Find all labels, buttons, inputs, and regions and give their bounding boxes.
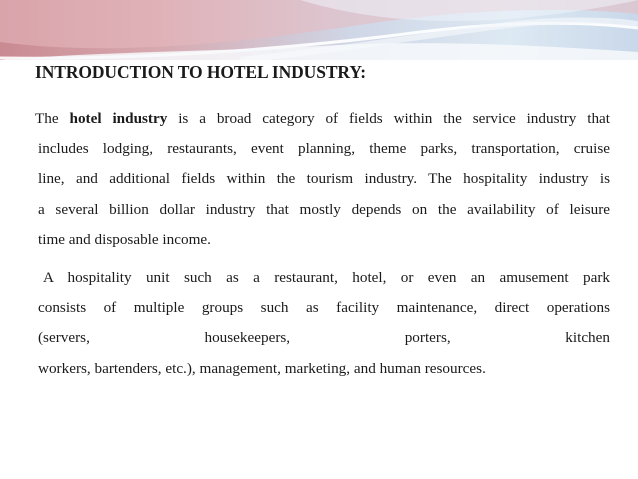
text-line: a several billion dollar industry that mostly depends on the availability of leisure	[38, 200, 610, 218]
text-line: includes lodging, restaurants, event planning, theme parks, transportation, cruise	[38, 140, 610, 158]
text-segment: The	[35, 110, 59, 127]
decorative-header-banner	[0, 0, 638, 60]
text-line: (servers, housekeepers, porters, kitchen	[38, 329, 610, 347]
text-line: A hospitality unit such as a restaurant, hotel, or even an amusement park	[43, 269, 610, 287]
text-line: line, and additional fields within the tourism industry. The hospitality industry is	[38, 170, 610, 188]
text-segment: is a broad category of fields within the service industry that	[178, 110, 611, 127]
text-line	[35, 104, 610, 134]
paragraph-hotel-industry-definition	[35, 104, 611, 255]
paragraph-hospitality-unit	[38, 263, 610, 384]
text-line: workers, bartenders, etc.), management, marketing, and human resources.	[38, 359, 486, 377]
slide-title: INTRODUCTION TO HOTEL INDUSTRY:	[35, 62, 366, 82]
text-line: time and disposable income.	[38, 230, 211, 248]
wave-decoration	[0, 0, 638, 60]
slide-body	[35, 104, 611, 384]
bold-term-hotel-industry: hotel industry	[69, 110, 168, 127]
text-line: consists of multiple groups such as facility maintenance, direct operations	[38, 299, 610, 317]
